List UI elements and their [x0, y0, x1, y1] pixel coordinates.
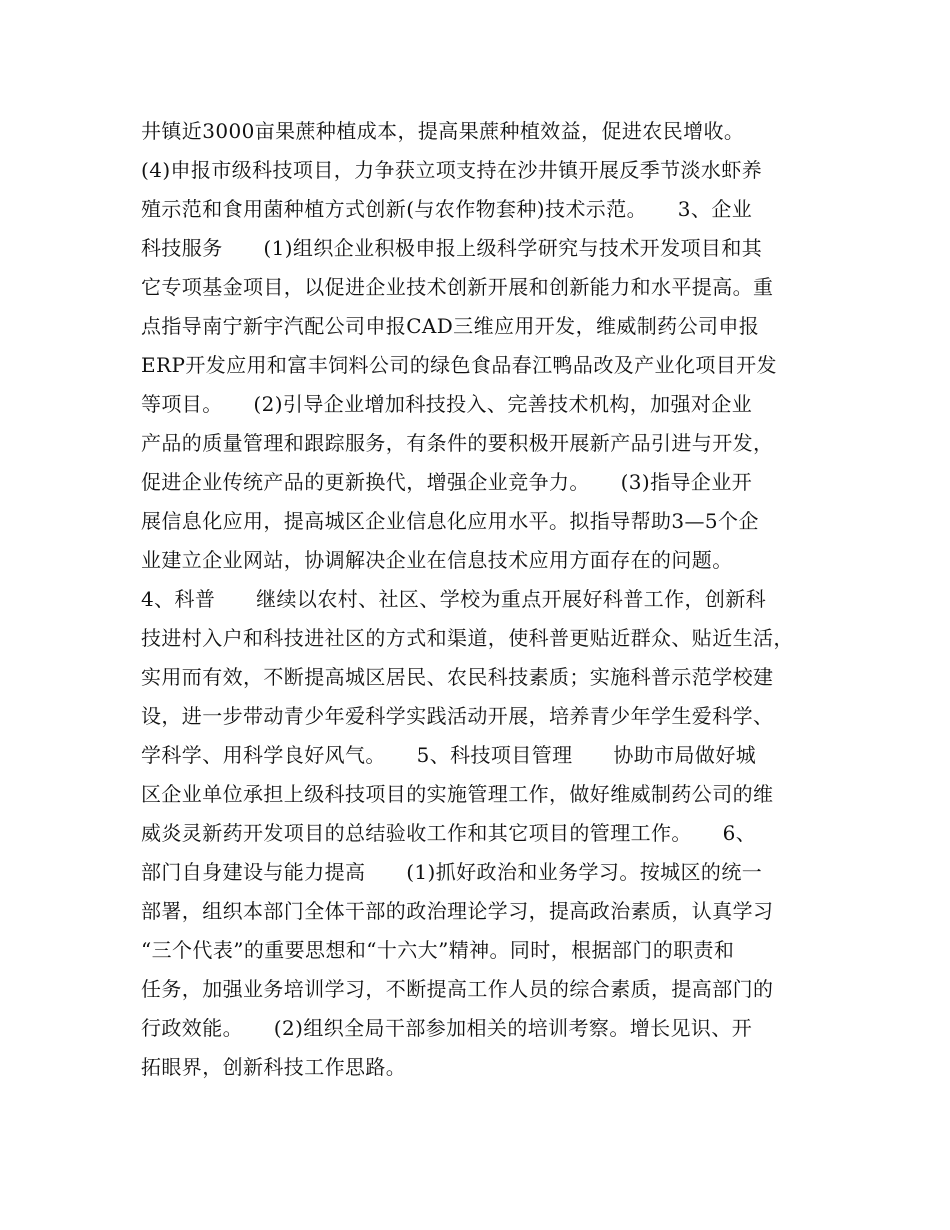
text-line: 等项目。 (2)引导企业增加科技投入、完善技术机构，加强对企业	[141, 392, 753, 416]
body-text	[141, 112, 831, 1087]
text-line: 它专项基金项目，以促进企业技术创新开展和创新能力和水平提高。重	[141, 275, 774, 299]
text-line: 促进企业传统产品的更新换代，增强企业竞争力。 (3)指导企业开	[141, 470, 753, 494]
text-line: 部署，组织本部门全体干部的政治理论学习，提高政治素质，认真学习	[141, 899, 774, 923]
text-line: 展信息化应用，提高城区企业信息化应用水平。拟指导帮助3—5个企	[141, 509, 759, 533]
text-line: 部门自身建设与能力提高 (1)抓好政治和业务学习。按城区的统一	[141, 860, 763, 884]
text-line: 殖示范和食用菌种植方式创新(与农作物套种)技术示范。 3、企业	[141, 197, 753, 221]
text-line: 业建立企业网站，协调解决企业在信息技术应用方面存在的问题。	[141, 548, 733, 572]
text-line: 行政效能。 (2)组织全局干部参加相关的培训考察。增长见识、开	[141, 1016, 753, 1040]
text-line: 设，进一步带动青少年爱科学实践活动开展，培养青少年学生爱科学、	[141, 704, 774, 728]
text-line: “三个代表”的重要思想和“十六大”精神。同时，根据部门的职责和	[141, 938, 735, 962]
text-line: ERP开发应用和富丰饲料公司的绿色食品春江鸭品改及产业化项目开发	[141, 353, 777, 377]
text-line: 任务，加强业务培训学习，不断提高工作人员的综合素质，提高部门的	[141, 977, 774, 1001]
text-line: 井镇近3000亩果蔗种植成本，提高果蔗种植效益，促进农民增收。	[141, 119, 745, 143]
text-line: 点指导南宁新宇汽配公司申报CAD三维应用开发，维威制药公司申报	[141, 314, 760, 338]
text-line: 威炎灵新药开发项目的总结验收工作和其它项目的管理工作。 6、	[141, 821, 757, 845]
text-line: 技进村入户和科技进社区的方式和渠道，使科普更贴近群众、贴近生活，	[141, 626, 794, 650]
text-line: 区企业单位承担上级科技项目的实施管理工作，做好维威制药公司的维	[141, 782, 774, 806]
text-line: 拓眼界，创新科技工作思路。	[141, 1055, 407, 1079]
text-line: 4、科普 继续以农村、社区、学校为重点开展好科普工作，创新科	[141, 587, 767, 611]
text-line: 实用而有效，不断提高城区居民、农民科技素质；实施科普示范学校建	[141, 665, 774, 689]
text-line: 产品的质量管理和跟踪服务，有条件的要积极开展新产品引进与开发，	[141, 431, 774, 455]
text-line: 学科学、用科学良好风气。 5、科技项目管理 协助市局做好城	[141, 743, 757, 767]
text-line: (4)申报市级科技项目，力争获立项支持在沙井镇开展反季节淡水虾养	[141, 158, 763, 182]
text-line: 科技服务 (1)组织企业积极申报上级科学研究与技术开发项目和其	[141, 236, 763, 260]
